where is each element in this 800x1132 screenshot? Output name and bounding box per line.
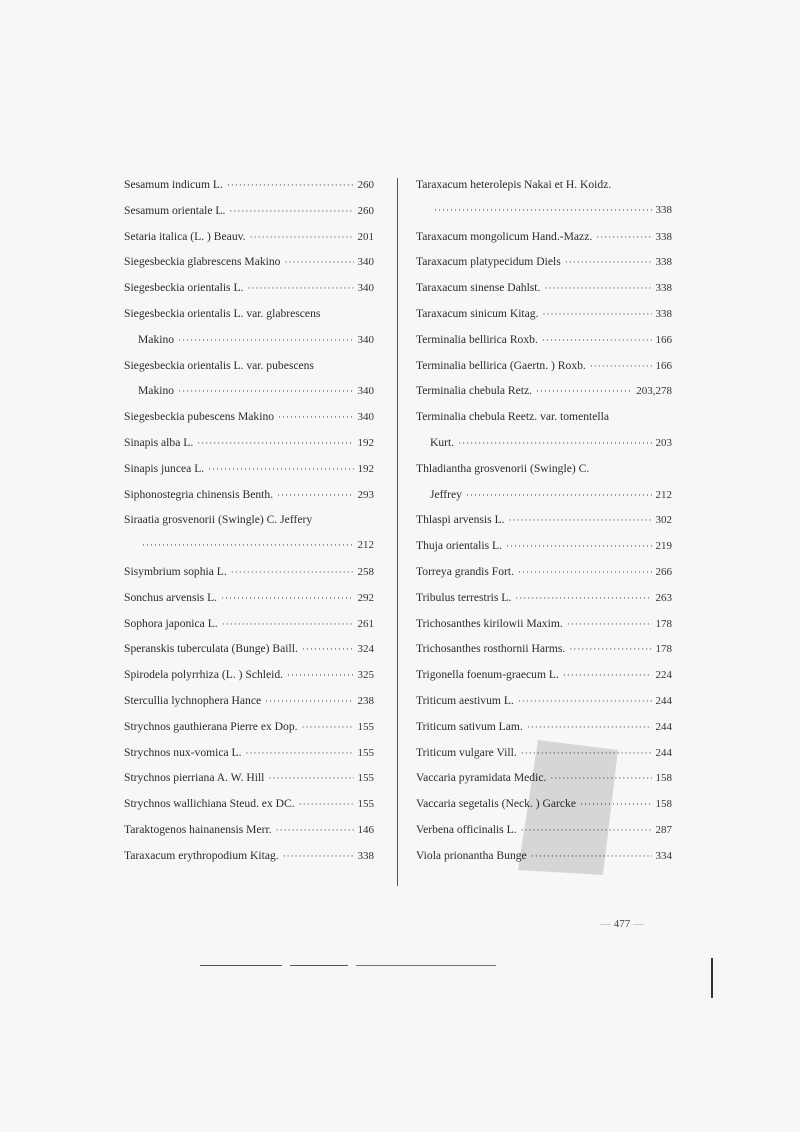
dot-leader [142, 533, 354, 559]
dot-leader [458, 431, 651, 457]
index-entry [124, 817, 374, 843]
entry-page-number: 155 [357, 772, 374, 785]
index-entry [124, 507, 374, 533]
entry-page-number: 338 [655, 230, 672, 243]
entry-page-number: 338 [655, 256, 672, 269]
entry-page-number: 155 [357, 746, 374, 759]
dot-leader [265, 689, 353, 715]
entry-name: Siegesbeckia orientalis L. var. pubescens [124, 358, 314, 372]
index-entry [124, 275, 374, 301]
entry-page-number: 340 [357, 411, 374, 424]
entry-page-number: 338 [655, 282, 672, 295]
entry-name: Tribulus terrestris L. [416, 590, 512, 604]
index-entry [124, 353, 374, 379]
index-entry [124, 224, 374, 250]
dot-leader [509, 508, 652, 534]
index-entry [416, 172, 672, 198]
column-divider [397, 178, 398, 886]
dot-leader [596, 225, 651, 251]
dot-leader [268, 766, 353, 792]
page-number-value: 477 [613, 918, 631, 930]
entry-page-number: 203,278 [636, 385, 672, 398]
index-entry [124, 688, 374, 714]
index-entry [416, 533, 672, 559]
entry-name: Strychnos wallichiana Steud. ex DC. [124, 797, 295, 811]
entry-page-number: 244 [655, 720, 672, 733]
dot-leader [231, 560, 354, 586]
entry-name: Makino [138, 332, 175, 346]
entry-name: Taraktogenos hainanensis Merr. [124, 822, 272, 836]
bottom-rule-segment [200, 965, 282, 966]
index-entry [124, 843, 374, 869]
page-edge-mark [711, 958, 713, 998]
dot-leader [250, 225, 354, 251]
entry-page-number: 260 [357, 179, 374, 191]
dot-leader [284, 250, 353, 276]
entry-name: Taraxacum sinense Dahlst. [416, 281, 541, 295]
dot-leader [565, 250, 652, 276]
index-entry [124, 456, 374, 482]
entry-name: Taraxacum sinicum Kitag. [416, 306, 539, 320]
entry-name: Sesamum indicum L. [124, 178, 223, 191]
entry-name: Strychnos gauthierana Pierre ex Dop. [124, 719, 298, 733]
entry-page-number: 219 [655, 540, 672, 553]
entry-name: Taraxacum heterolepis Nakai et H. Koidz. [416, 178, 612, 191]
entry-name: Taraxacum mongolicum Hand.-Mazz. [416, 229, 593, 243]
index-entry [124, 172, 374, 198]
entry-name: Terminalia bellirica (Gaertn. ) Roxb. [416, 358, 586, 372]
dot-leader [563, 663, 652, 689]
entry-name: Stercullia lychnophera Hance [124, 693, 262, 707]
entry-name: Thlaspi arvensis L. [416, 513, 505, 527]
dot-leader [278, 405, 353, 431]
entry-page-number: 293 [357, 488, 374, 501]
index-entry [416, 275, 672, 301]
entry-page-number: 266 [655, 565, 672, 578]
entry-page-number: 287 [655, 823, 672, 836]
index-entry [416, 482, 672, 508]
index-entry [416, 688, 672, 714]
index-entry [124, 714, 374, 740]
entry-name: Sophora japonica L. [124, 616, 218, 630]
index-entry [416, 585, 672, 611]
dot-leader [247, 276, 353, 302]
index-entry [124, 249, 374, 275]
dot-leader [466, 483, 652, 509]
index-entry [416, 611, 672, 637]
entry-name: Torreya grandis Fort. [416, 564, 515, 578]
index-entry [124, 611, 374, 637]
entry-name: Strychnos nux-vomica L. [124, 745, 242, 759]
dot-leader [518, 689, 652, 715]
entry-name: Siegesbeckia orientalis L. [124, 281, 244, 295]
entry-name: Taraxacum erythropodium Kitag. [124, 848, 279, 862]
dot-leader [246, 741, 354, 767]
entry-page-number: 155 [357, 798, 374, 811]
index-entry [124, 559, 374, 585]
entry-page-number: 292 [357, 591, 374, 604]
entry-name: Taraxacum platypecidum Diels [416, 255, 561, 269]
index-entry [416, 559, 672, 585]
entry-name: Thladiantha grosvenorii (Swingle) C. [416, 461, 590, 475]
dot-leader [515, 586, 651, 612]
index-entry [124, 404, 374, 430]
entry-page-number: 178 [655, 617, 672, 630]
dot-leader [302, 715, 354, 741]
entry-page-number: 158 [655, 772, 672, 785]
entry-page-number: 146 [357, 823, 374, 836]
entry-page-number: 201 [357, 230, 374, 243]
entry-page-number: 178 [655, 643, 672, 656]
entry-name: Thuja orientalis L. [416, 539, 502, 553]
entry-page-number: 338 [655, 203, 672, 216]
index-entry [124, 585, 374, 611]
entry-name: Jeffrey [430, 487, 462, 501]
entry-name: Triticum vulgare Vill. [416, 745, 517, 759]
dot-leader [229, 199, 353, 225]
index-entry [124, 327, 374, 353]
dot-leader [276, 818, 354, 844]
index-entry [416, 662, 672, 688]
index-entry [416, 507, 672, 533]
entry-name: Siegesbeckia orientalis L. var. glabrescens [124, 306, 321, 320]
entry-page-number: 192 [357, 462, 374, 475]
dot-leader [227, 173, 354, 199]
entry-name: Speranskis tuberculata (Bunge) Baill. [124, 642, 298, 656]
entry-name: Viola prionantha Bunge [416, 848, 527, 862]
entry-page-number: 325 [357, 669, 374, 682]
seal-watermark-icon [508, 730, 628, 880]
index-entry [124, 662, 374, 688]
entry-name: Siegesbeckia glabrescens Makino [124, 255, 281, 269]
entry-page-number: 340 [357, 282, 374, 295]
entry-page-number: 192 [357, 436, 374, 449]
entry-page-number: 334 [655, 849, 672, 862]
entry-page-number: 244 [655, 746, 672, 759]
dot-leader [542, 328, 652, 354]
entry-name: Terminalia bellirica Roxb. [416, 332, 538, 346]
dot-leader [178, 379, 353, 405]
entry-page-number: 340 [357, 385, 374, 398]
dot-leader [518, 560, 651, 586]
entry-page-number: 338 [357, 849, 374, 862]
entry-page-number: 224 [655, 669, 672, 682]
index-entry [124, 533, 374, 559]
index-entry [416, 404, 672, 430]
index-entry [124, 765, 374, 791]
dot-leader [536, 379, 632, 405]
index-entry [416, 301, 672, 327]
dot-leader [277, 483, 353, 509]
dot-leader [434, 198, 652, 224]
entry-page-number: 166 [655, 359, 672, 372]
entry-name: Triticum aestivum L. [416, 693, 514, 707]
index-entry [124, 740, 374, 766]
index-column-left [124, 172, 374, 869]
entry-page-number: 212 [655, 488, 672, 501]
index-entry [416, 327, 672, 353]
entry-page-number: 212 [357, 539, 374, 552]
entry-name: Siphonostegria chinensis Benth. [124, 487, 274, 501]
entry-name: Spirodela polyrrhiza (L. ) Schleid. [124, 668, 284, 682]
dot-leader [544, 276, 651, 302]
bottom-rule-segment [290, 965, 348, 966]
index-entry [124, 198, 374, 224]
dot-leader [221, 586, 353, 612]
entry-name: Setaria italica (L. ) Beauv. [124, 229, 246, 243]
entry-page-number: 338 [655, 307, 672, 320]
dot-leader [569, 637, 651, 663]
index-entry [124, 636, 374, 662]
entry-name: Terminalia chebula Reetz. var. tomentella [416, 410, 609, 424]
index-entry [416, 456, 672, 482]
entry-page-number: 260 [357, 204, 374, 217]
dot-leader [567, 612, 652, 638]
dot-leader [287, 663, 353, 689]
dot-leader [208, 457, 353, 483]
index-entry [416, 353, 672, 379]
index-entry [416, 636, 672, 662]
entry-name: Sonchus arvensis L. [124, 590, 218, 604]
entry-name: Sinapis alba L. [124, 435, 194, 449]
entry-name: Siegesbeckia pubescens Makino [124, 410, 275, 424]
entry-page-number: 155 [357, 720, 374, 733]
entry-name: Strychnos pierriana A. W. Hill [124, 771, 265, 785]
index-entry [416, 224, 672, 250]
index-entry [416, 198, 672, 224]
entry-name: Siraatia grosvenorii (Swingle) C. Jeffery [124, 513, 313, 527]
dot-leader [283, 844, 354, 870]
entry-page-number: 263 [655, 591, 672, 604]
index-entry [416, 249, 672, 275]
index-entry [124, 482, 374, 508]
entry-name: Trigonella foenum-graecum L. [416, 668, 559, 682]
entry-page-number: 166 [655, 333, 672, 346]
page-number: — 477 — [600, 918, 644, 930]
dot-leader [197, 431, 353, 457]
entry-page-number: 340 [357, 333, 374, 346]
entry-name: Trichosanthes rosthornii Harms. [416, 642, 566, 656]
index-entry [416, 378, 672, 404]
dot-leader [302, 637, 354, 663]
entry-page-number: 203 [655, 436, 672, 449]
entry-page-number: 158 [655, 798, 672, 811]
entry-name: Sinapis juncea L. [124, 461, 205, 475]
entry-name: Verbena officinalis L. [416, 822, 517, 836]
index-entry [124, 430, 374, 456]
index-entry [124, 378, 374, 404]
entry-name: Sesamum orientale L. [124, 203, 226, 217]
entry-name: Triticum sativum Lam. [416, 719, 523, 733]
entry-name: Trichosanthes kirilowii Maxim. [416, 616, 563, 630]
entry-page-number: 258 [357, 565, 374, 578]
entry-name: Sisymbrium sophia L. [124, 564, 227, 578]
entry-page-number: 302 [655, 514, 672, 527]
entry-page-number: 244 [655, 694, 672, 707]
bottom-rule-segment [356, 965, 496, 966]
entry-name: Vaccaria segetalis (Neck. ) Garcke [416, 797, 576, 811]
dot-leader [543, 302, 652, 328]
dot-leader [222, 612, 354, 638]
entry-name: Terminalia chebula Retz. [416, 384, 533, 398]
index-entry [124, 791, 374, 817]
entry-name: Vaccaria pyramidata Medic. [416, 771, 547, 785]
dot-leader [590, 354, 652, 380]
entry-name: Kurt. [430, 435, 455, 449]
index-entry [124, 301, 374, 327]
index-entry [416, 430, 672, 456]
entry-page-number: 340 [357, 256, 374, 269]
entry-page-number: 238 [357, 694, 374, 707]
entry-name: Makino [138, 384, 175, 398]
dot-leader [178, 328, 353, 354]
entry-page-number: 324 [357, 643, 374, 656]
dot-leader [506, 534, 652, 560]
dot-leader [299, 792, 354, 818]
entry-page-number: 261 [357, 617, 374, 630]
